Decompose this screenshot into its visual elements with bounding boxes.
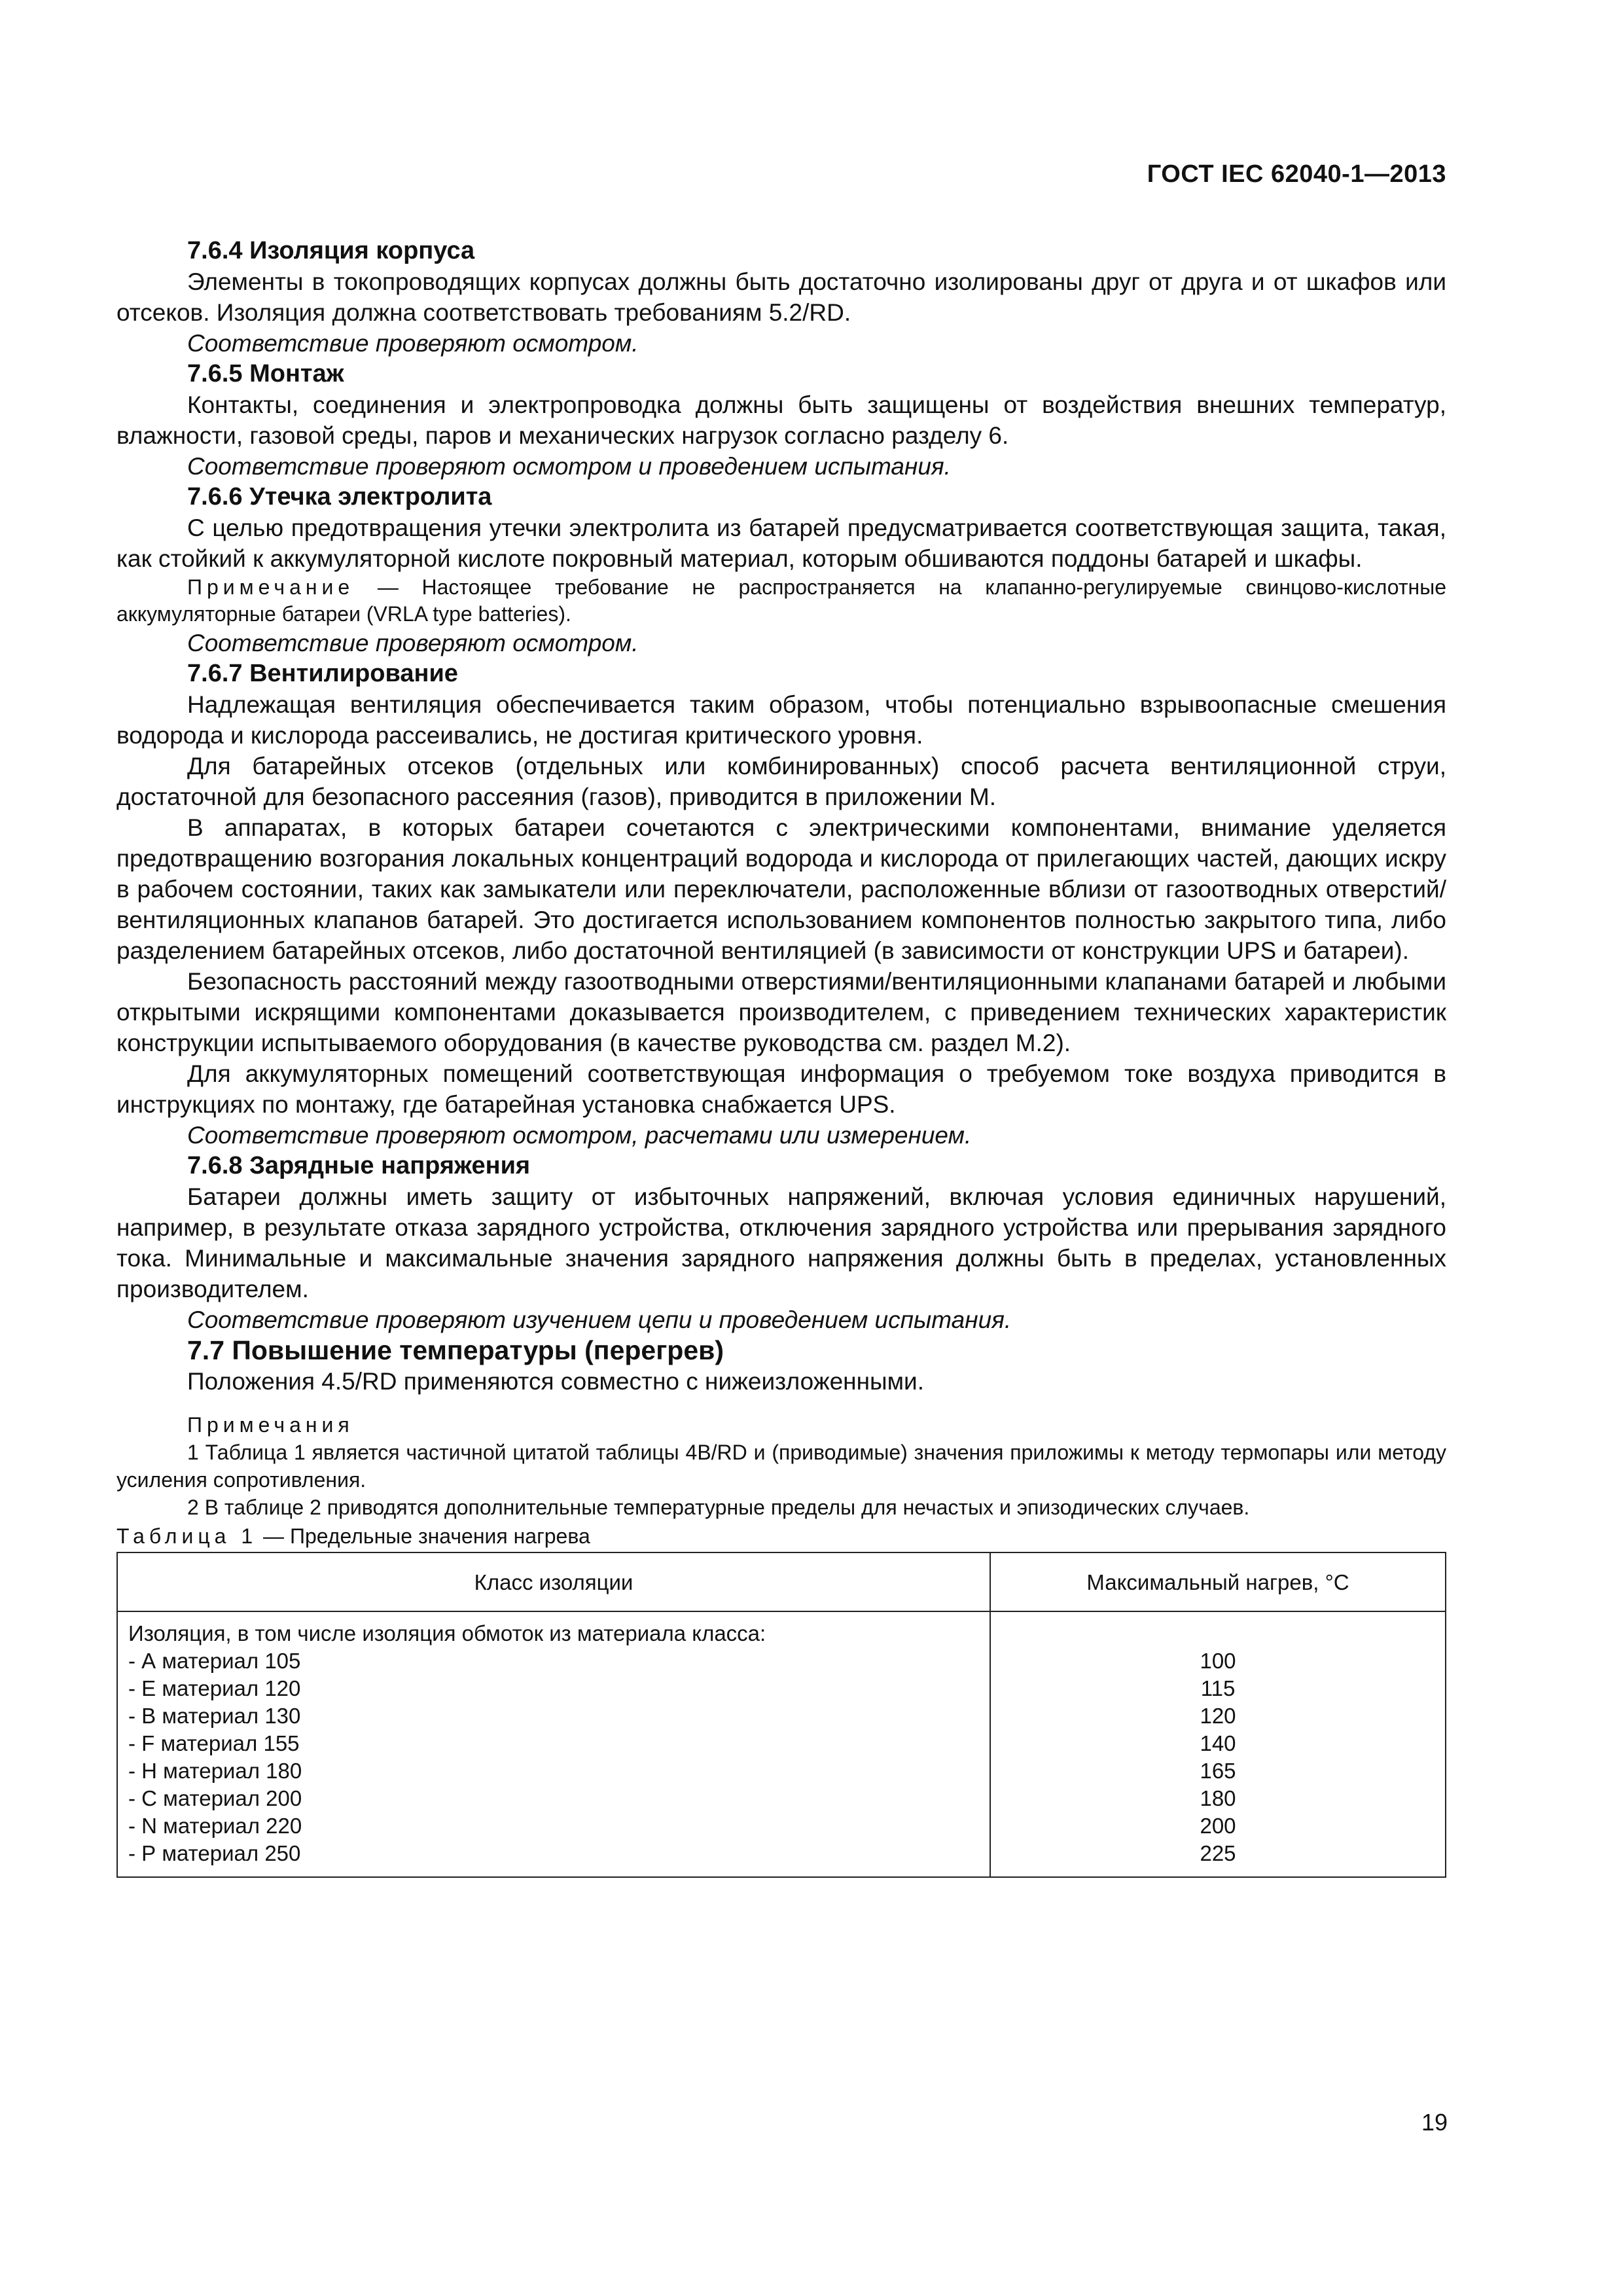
class-item: - А материал 105 xyxy=(128,1649,301,1673)
column-header-insulation-class: Класс изоляции xyxy=(117,1552,990,1611)
heating-value: 115 xyxy=(1200,1676,1236,1700)
document-code: ГОСТ IEC 62040-1—2013 xyxy=(1147,160,1446,188)
compliance-check: Соответствие проверяют осмотром. xyxy=(187,330,639,357)
paragraph: Элементы в токопроводящих корпусах должны быть достаточно изолированы друг от друга и от шкафов или отсеков. Изоляция должна соответствовать требованиям 5.2/RD. xyxy=(116,268,1446,326)
class-item: - В материал 130 xyxy=(128,1704,301,1728)
paragraph: В аппаратах, в которых батареи сочетаются с электрическими компонентами, внимание уделяется предотвращению возгорания локальных концентраций водорода и кислорода от прилегающих частей, дающих искру в рабочем состоянии, таких как замыкатели или переключатели, расположенные вблизи от газоотводных отверстий/вентиляционных клапанов батарей. Это достигается использованием компонентов полностью закрытого типа, либо разделением батарейных отсеков, либо достаточной вентиляцией (в зависимости от конструкции UPS и батареи). xyxy=(116,814,1446,964)
column-header-max-heating: Максимальный нагрев, °С xyxy=(990,1552,1446,1611)
section-heading-7-6-5: 7.6.5 Монтаж xyxy=(187,360,344,387)
heating-value: 200 xyxy=(1200,1814,1236,1838)
heating-value: 100 xyxy=(1200,1649,1236,1673)
table-header-row xyxy=(117,1552,1446,1611)
note-text: — Настоящее требование не распространяется на клапанно-регулируемые свинцово-кислотные аккумуляторные батареи (VRLA type batteries). xyxy=(116,575,1446,626)
compliance-check: Соответствие проверяют осмотром, расчетами или измерением. xyxy=(187,1122,972,1149)
compliance-check: Соответствие проверяют осмотром и проведением испытания. xyxy=(187,453,951,480)
compliance-check: Соответствие проверяют осмотром. xyxy=(187,630,639,656)
paragraph: Для батарейных отсеков (отдельных или комбинированных) способ расчета вентиляционной струи, достаточной для безопасного рассеяния (газов), приводится в приложении М. xyxy=(116,753,1446,810)
table-caption xyxy=(116,1521,1446,1552)
insulation-class-cell xyxy=(117,1611,990,1877)
note-1: 1 Таблица 1 является частичной цитатой таблицы 4В/RD и (приводимые) значения приложимы к методу термопары или методу усиления сопротивления. xyxy=(116,1441,1446,1492)
paragraph: Положения 4.5/RD применяются совместно с нижеизложенными. xyxy=(187,1368,925,1395)
paragraph: Батареи должны иметь защиту от избыточных напряжений, включая условия единичных нарушений, например, в результате отказа зарядного устройства, отключения зарядного устройства или прерывания зарядного тока. Минимальные и максимальные значения зарядного напряжения должны быть в пределах, установленных производителем. xyxy=(116,1183,1446,1302)
heating-value: 140 xyxy=(1200,1731,1236,1755)
class-item: - С материал 200 xyxy=(128,1786,302,1810)
paragraph: Для аккумуляторных помещений соответствующая информация о требуемом токе воздуха приводится в инструкциях по монтажу, где батарейная установка снабжается UPS. xyxy=(116,1060,1446,1118)
heating-value: 165 xyxy=(1200,1759,1236,1783)
paragraph: С целью предотвращения утечки электролита из батарей предусматривается соответствующая защита, такая, как стойкий к аккумуляторной кислоте покровный материал, которым обшиваются поддоны батарей и шкафы. xyxy=(116,514,1446,572)
section-heading-7-6-7: 7.6.7 Вентилирование xyxy=(187,660,458,687)
table-row xyxy=(117,1611,1446,1877)
heating-limits-table xyxy=(116,1552,1446,1878)
class-item: - F материал 155 xyxy=(128,1731,300,1755)
note xyxy=(116,574,1446,628)
section-heading-7-7: 7.7 Повышение температуры (перегрев) xyxy=(187,1335,724,1365)
class-item: - Р материал 250 xyxy=(128,1841,301,1865)
paragraph: Надлежащая вентиляция обеспечивается таким образом, чтобы потенциально взрывоопасные смешения водорода и кислорода рассеивались, не достигая критического уровня. xyxy=(116,691,1446,749)
heating-value: 225 xyxy=(1200,1841,1236,1865)
paragraph: Безопасность расстояний между газоотводными отверстиями/вентиляционными клапанами батарей и любыми открытыми искрящими компонентами доказывается производителем, с приведением технических характеристик конструкции испытываемого оборудования (в качестве руководства см. раздел М.2). xyxy=(116,968,1446,1056)
page-number: 19 xyxy=(1421,2109,1448,2136)
note-2: 2 В таблице 2 приводятся дополнительные температурные пределы для нечастых и эпизодических случаев. xyxy=(187,1496,1250,1519)
class-item: - Е материал 120 xyxy=(128,1676,301,1700)
max-heating-cell xyxy=(990,1611,1446,1877)
note-label: Примечание xyxy=(187,575,355,599)
section-heading-7-6-8: 7.6.8 Зарядные напряжения xyxy=(187,1152,531,1179)
section-heading-7-6-6: 7.6.6 Утечка электролита xyxy=(187,483,492,511)
table-caption-label: Таблица 1 xyxy=(116,1524,258,1548)
compliance-check: Соответствие проверяют изучением цепи и проведением испытания. xyxy=(187,1306,1012,1333)
page-body xyxy=(116,236,1446,1878)
heating-value: 120 xyxy=(1200,1704,1236,1728)
heating-value: 180 xyxy=(1200,1786,1236,1810)
notes-label: Примечания xyxy=(187,1413,354,1437)
table-intro-text: Изоляция, в том числе изоляция обмоток из материала класса: xyxy=(128,1621,766,1645)
class-item: - Н материал 180 xyxy=(128,1759,302,1783)
paragraph: Контакты, соединения и электропроводка должны быть защищены от воздействия внешних температур, влажности, газовой среды, паров и механических нагрузок согласно разделу 6. xyxy=(116,391,1446,449)
class-item: - N материал 220 xyxy=(128,1814,302,1838)
table-caption-text: — Предельные значения нагрева xyxy=(257,1524,590,1548)
notes-block xyxy=(116,1411,1446,1521)
section-heading-7-6-4: 7.6.4 Изоляция корпуса xyxy=(187,237,475,264)
